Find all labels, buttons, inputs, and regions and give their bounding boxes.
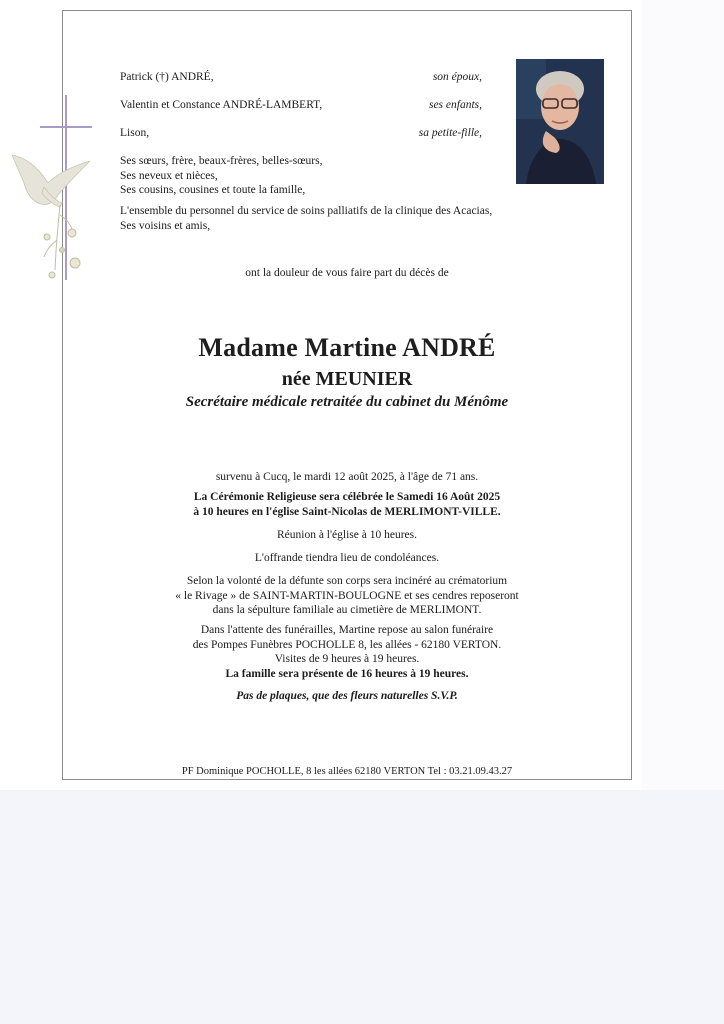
offering-info: L'offrande tiendra lieu de condoléances.: [254, 552, 440, 564]
rest-block: [62, 623, 632, 681]
dove-icon: [12, 155, 90, 207]
family-role: sa petite-fille,: [418, 127, 482, 139]
cremation-line: Selon la volonté de la défunte son corps sera incinéré au crématorium: [186, 575, 508, 587]
relatives-line: Ses cousins, cousines et toute la famille,: [120, 184, 306, 196]
cross-dove-ornament: [0, 95, 110, 295]
family-name: Lison,: [120, 127, 150, 139]
presence-line: La famille sera présente de 16 heures à 19 heures.: [225, 667, 469, 680]
deceased-name: Madame Martine ANDRÉ: [198, 333, 496, 362]
cremation-block: [62, 574, 632, 618]
portrait-photo: [516, 59, 604, 184]
flowers-note: Pas de plaques, que des fleurs naturelles S.V.P.: [236, 690, 458, 702]
maiden-name: née MEUNIER: [281, 368, 413, 390]
scan-margin: [642, 0, 724, 790]
family-line-children: [120, 98, 482, 112]
relatives-block: [120, 154, 540, 198]
relatives-line: Ses neveux et nièces,: [120, 169, 218, 182]
family-role: ses enfants,: [428, 99, 482, 111]
announcement: ont la douleur de vous faire part du décès de: [245, 267, 449, 279]
family-role: son époux,: [432, 71, 482, 83]
rest-line: des Pompes Funèbres POCHOLLE 8, les allées - 62180 VERTON.: [192, 638, 502, 651]
portrait-icon: [516, 59, 604, 184]
family-name: Patrick (†) ANDRÉ,: [120, 71, 214, 83]
death-info: survenu à Cucq, le mardi 12 août 2025, à l'âge de 71 ans.: [215, 471, 479, 483]
rest-line: Dans l'attente des funérailles, Martine repose au salon funéraire: [200, 624, 494, 636]
ceremony-line: La Cérémonie Religieuse sera célébrée le Samedi 16 Août 2025: [193, 491, 501, 503]
staff-line: Ses voisins et amis,: [120, 219, 211, 232]
cremation-line: dans la sépulture familiale au cimetière de MERLIMONT.: [212, 604, 482, 616]
family-line-granddaughter: [120, 126, 482, 140]
ceremony-line: à 10 heures en l'église Saint-Nicolas de MERLIMONT-VILLE.: [193, 505, 501, 518]
family-line-spouse: [120, 70, 482, 84]
occupation: Secrétaire médicale retraitée du cabinet du Ménôme: [185, 394, 509, 410]
scan-background: [0, 790, 724, 1024]
meeting-info: Réunion à l'église à 10 heures.: [276, 529, 418, 541]
staff-line: L'ensemble du personnel du service de soins palliatifs de la clinique des Acacias,: [120, 205, 493, 217]
family-name: Valentin et Constance ANDRÉ-LAMBERT,: [120, 99, 323, 111]
staff-block: [120, 204, 540, 233]
visits-line: Visites de 9 heures à 19 heures.: [274, 653, 420, 665]
ceremony-block: [62, 490, 632, 519]
funeral-home-footer: PF Dominique POCHOLLE, 8 les allées 62180 VERTON Tel : 03.21.09.43.27: [181, 766, 513, 777]
cremation-line: « le Rivage » de SAINT-MARTIN-BOULOGNE et ses cendres reposeront: [175, 589, 519, 602]
relatives-line: Ses sœurs, frère, beaux-frères, belles-sœurs,: [120, 155, 323, 167]
